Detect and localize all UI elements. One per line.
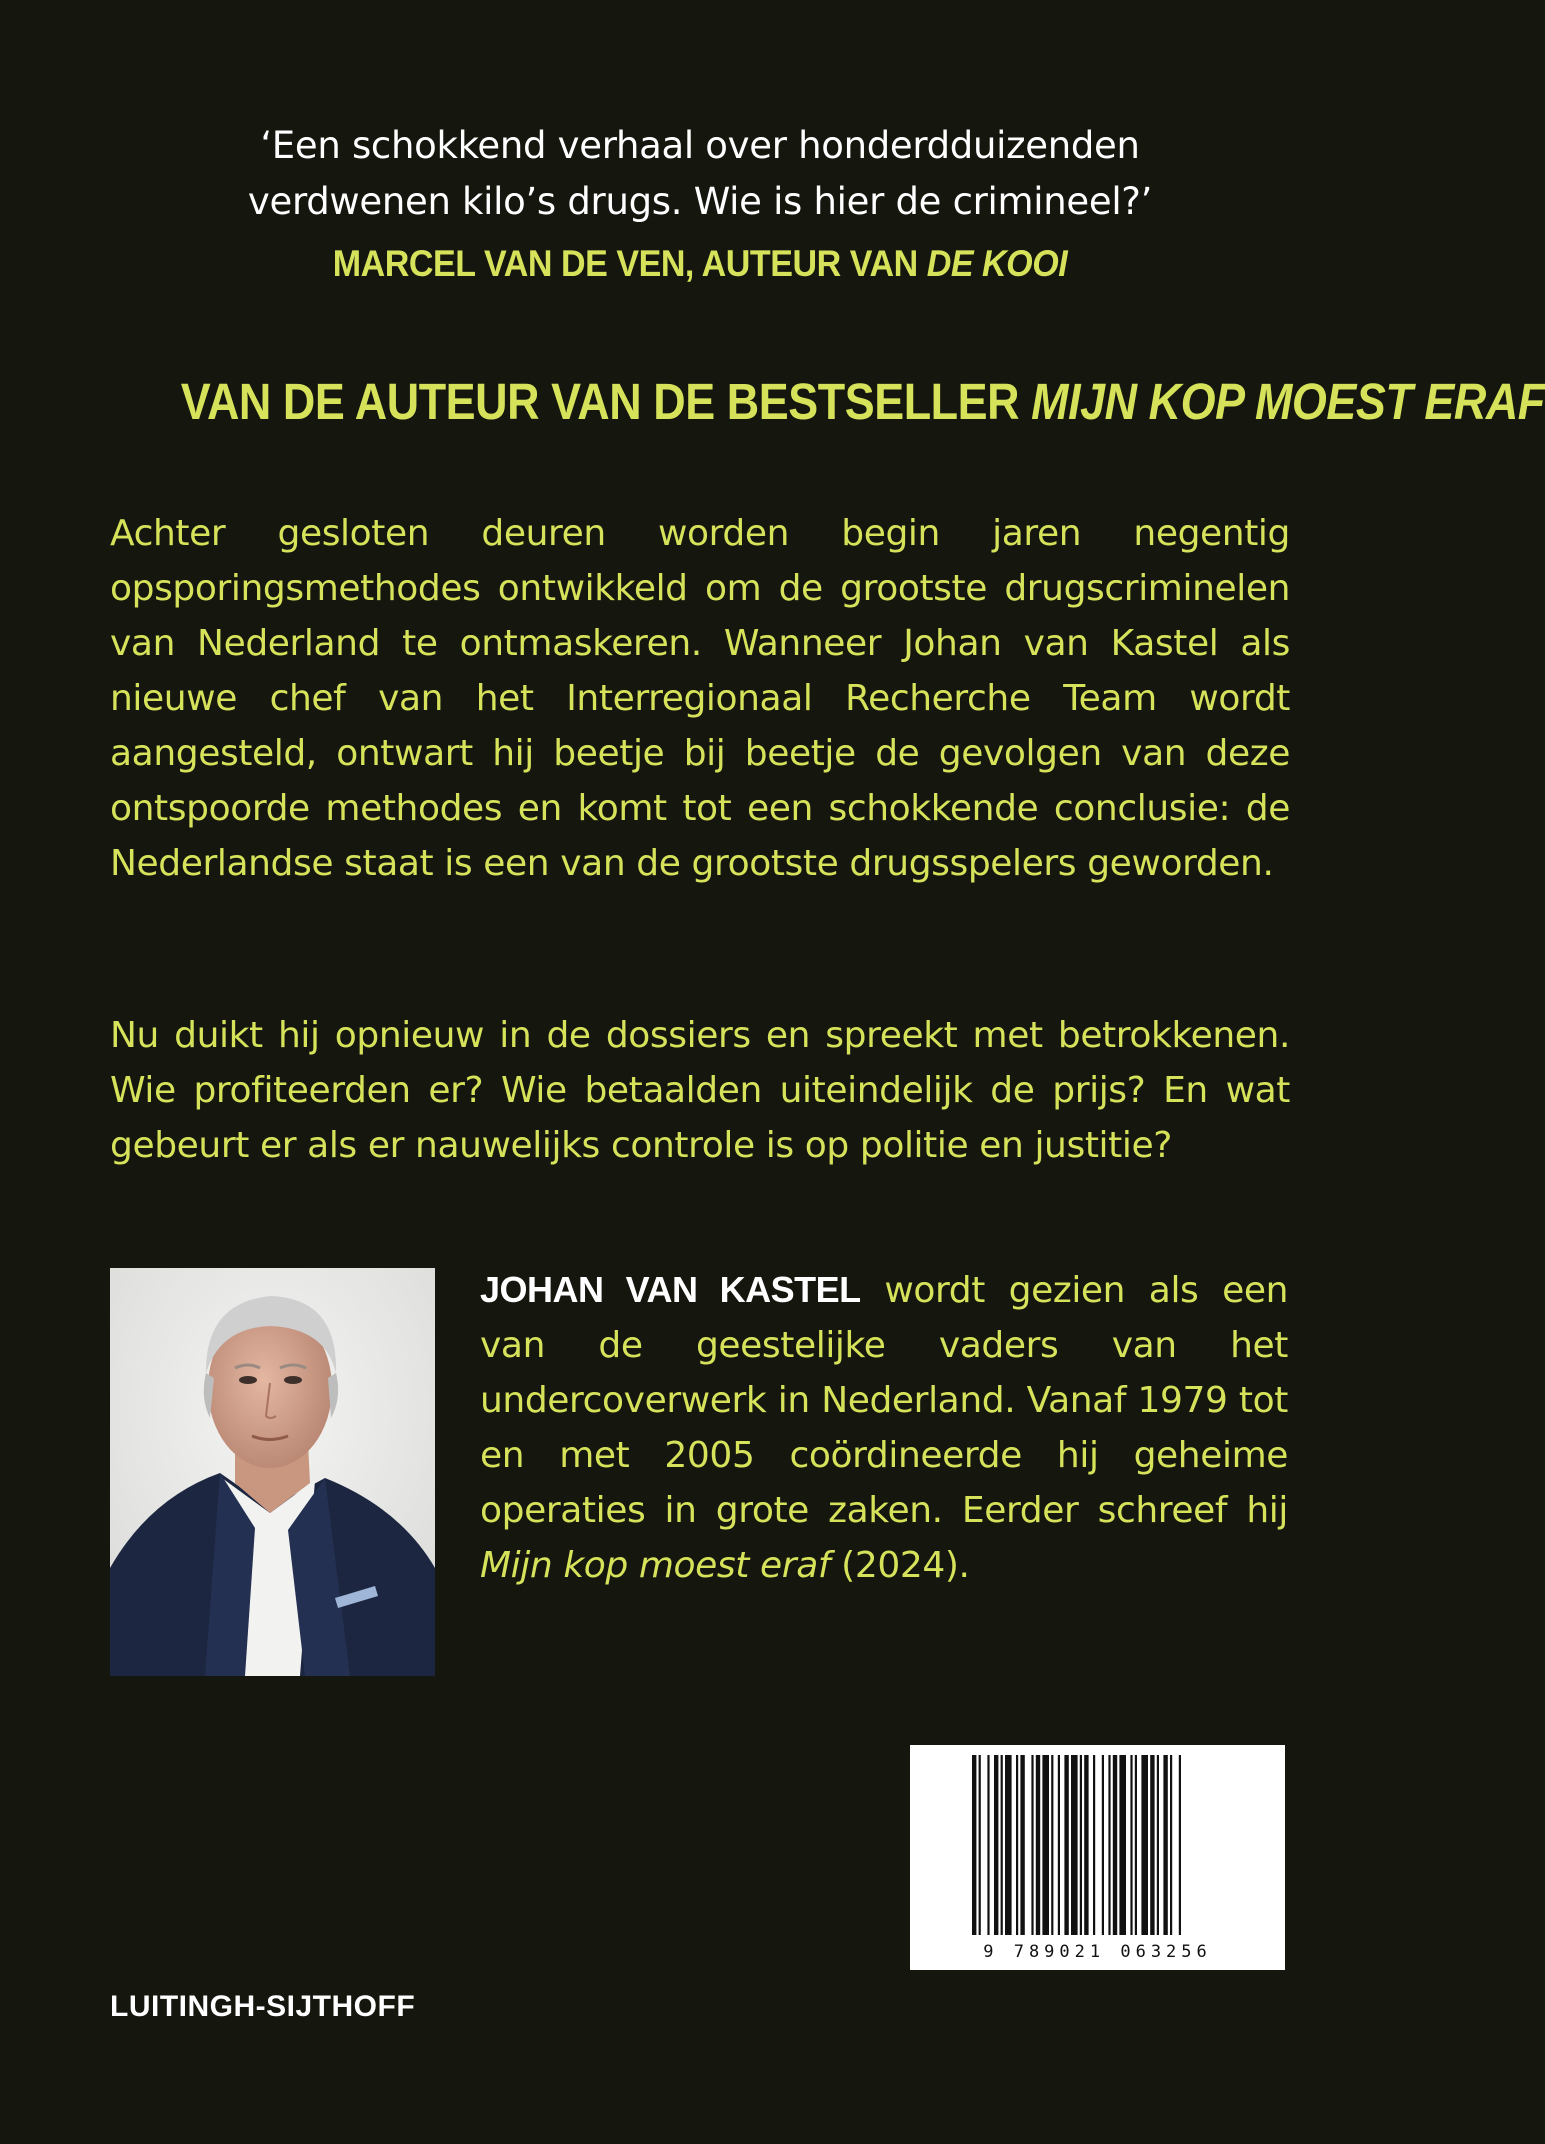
barcode-bar xyxy=(1093,1755,1095,1935)
barcode-bar xyxy=(1102,1755,1104,1935)
barcode-bar xyxy=(987,1755,989,1935)
barcode-bar xyxy=(1036,1755,1040,1935)
barcode-bar xyxy=(972,1755,976,1935)
barcode-bar xyxy=(1031,1755,1033,1935)
quote-attribution-author: MARCEL VAN DE VEN, AUTEUR VAN xyxy=(332,243,927,284)
author-bio xyxy=(480,1262,1288,1593)
publisher-logo: LUITINGH-SIJTHOFF xyxy=(110,1990,416,2023)
barcode-bar xyxy=(1058,1755,1060,1935)
barcode-bar xyxy=(1071,1755,1078,1935)
blurb-paragraph-2: Nu duikt hij opnieuw in de dossiers en spreekt met betrokkenen. Wie profiteerden er? Wie betaalden uiteindelijk de prijs? En wat gebeurt er als er nauwelijks controle is op politie en justitie? xyxy=(110,1015,1290,1166)
barcode-bar xyxy=(1157,1755,1159,1935)
isbn-barcode xyxy=(910,1745,1285,1970)
barcode-bar xyxy=(1001,1755,1003,1935)
quote-attribution-book: DE KOOI xyxy=(926,243,1068,284)
barcode-bar xyxy=(1016,1755,1018,1935)
barcode-bar xyxy=(1005,1755,1012,1935)
author-bio-text: wordt gezien als een van de geestelijke vaders van het undercoverwerk in Nederland. Vanaf 1979 tot en met 2005 coördineerde hij geheime operaties in grote zaken. Eerder schreef hij xyxy=(480,1270,1289,1531)
barcode-bar xyxy=(1150,1755,1154,1935)
barcode-bar xyxy=(1130,1755,1132,1935)
tagline-book-title: MIJN KOP MOEST ERAF xyxy=(1031,373,1545,430)
tagline-prefix: VAN DE AUTEUR VAN DE BESTSELLER xyxy=(180,373,1032,430)
blurb-paragraph-1: Achter gesloten deuren worden begin jaren negentig opsporingsmethodes ontwikkeld om de grootste drugscriminelen van Nederland te ontmaskeren. Wanneer Johan van Kastel als nieuwe chef van het Interregionaal Recherche Team wordt aangesteld, ontwart hij beetje bij beetje de gevolgen van deze ontspoorde methodes en komt tot een schokkende conclusie: de Nederlandse staat is een van de grootste drugsspelers geworden. xyxy=(110,513,1290,884)
barcode-bar xyxy=(994,1755,998,1935)
barcode-bars xyxy=(910,1745,1285,1970)
quote-attribution xyxy=(240,243,1160,285)
barcode-bar xyxy=(1113,1755,1117,1935)
isbn-number: 9 789021 063256 xyxy=(983,1942,1212,1962)
barcode-bar xyxy=(1163,1755,1167,1935)
barcode-bar xyxy=(1084,1755,1088,1935)
barcode-bar xyxy=(1042,1755,1049,1935)
barcode-bar xyxy=(979,1755,981,1935)
barcode-bar xyxy=(1051,1755,1053,1935)
bestseller-tagline xyxy=(180,372,1545,431)
barcode-bar xyxy=(1108,1755,1110,1935)
barcode-bar xyxy=(1135,1755,1137,1935)
barcode-bar xyxy=(1064,1755,1068,1935)
quote-line-2: verdwenen kilo’s drugs. Wie is hier de crimineel?’ xyxy=(247,180,1153,223)
barcode-bar xyxy=(1119,1755,1126,1935)
author-previous-book: Mijn kop moest eraf xyxy=(480,1545,831,1586)
barcode-bar xyxy=(1179,1755,1181,1935)
barcode-bar xyxy=(1141,1755,1148,1935)
barcode-bar xyxy=(1080,1755,1082,1935)
author-name: JOHAN VAN KASTEL xyxy=(480,1269,861,1310)
barcode-bar xyxy=(1170,1755,1172,1935)
author-previous-book-year: (2024). xyxy=(830,1545,970,1586)
author-photo xyxy=(110,1268,435,1676)
review-quote xyxy=(200,118,1200,230)
quote-line-1: ‘Een schokkend verhaal over honderdduizenden xyxy=(260,124,1140,167)
barcode-bar xyxy=(1020,1755,1024,1935)
